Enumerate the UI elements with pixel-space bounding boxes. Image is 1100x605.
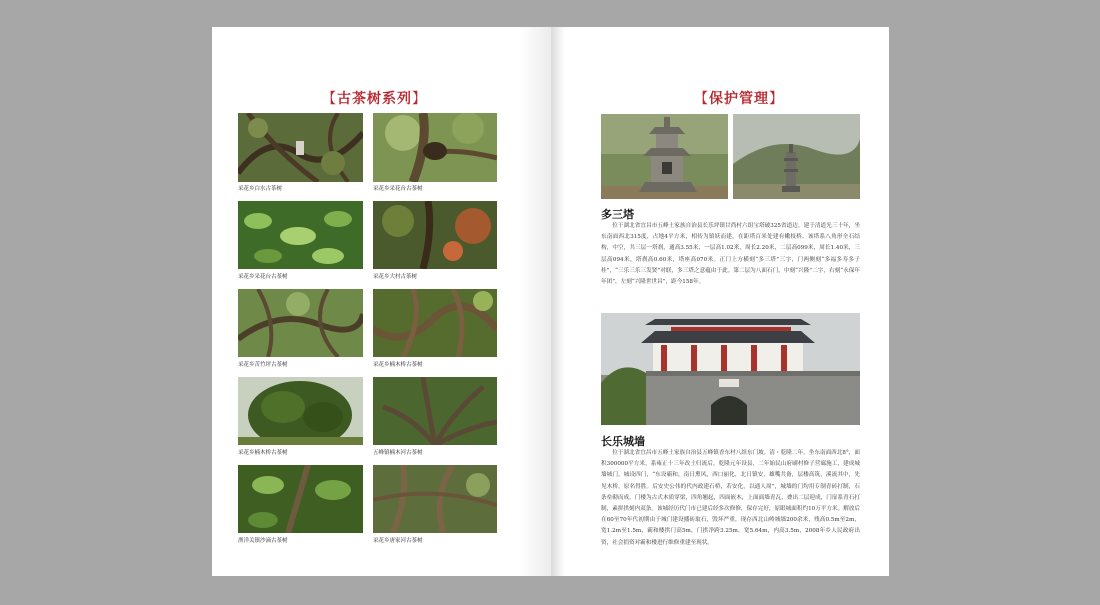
section-body: 位于湖北省宜昌市五峰土家族自治县五峰镇香东村八组东门坡。清・乾隆二年，坐东南面西北8°，面积300000平方米。系雍正十三年改土归流后，乾隆元年设县，二年始民山府刷村修子营廊施工，建成城墙城门，城设四门，“东设霸和，南日熏风，西口丽化，北日镇安，雄嘴共备，层楼高筑，溪流其中，先见木桥，原名得胜。后安史公伟的代内政建石桥，若安化，以通人周”，城墙的门均用专制青砖打制，石条垒砌而成，门楼为古式木质穿梁，四角翘起，四面嵌木，上面面墙青瓦，叠出二层迎成，门扉系青石打制，素拼拱刻内双条。该城经历代门市已建后经多次修修，保存完好，原眼城面积约10万平方米。解放后在60至70年代初期由于城门建设播砖取石，毁坏严重，现存西北山岭城墙200余米，残高0.5m至2m，宽1.2m至1.5m，霸和楼拱门高5m，门拱净跨3.25m，宽5.64m，内高3.5m，2008年乡人民政府出资，社会捐资对霸和楼进行维修重建至现状。 bbox=[601, 450, 860, 546]
city-wall-photo bbox=[601, 313, 860, 425]
photo-caption: 采花乡采花台古茶树 bbox=[238, 274, 288, 280]
photo-caption: 采花乡大村古茶树 bbox=[373, 274, 418, 280]
left-page-heading bbox=[322, 88, 427, 108]
tea-tree-photo bbox=[373, 201, 497, 269]
tea-tree-photo bbox=[373, 377, 497, 445]
photo-caption: 采花乡楠木桥古茶树 bbox=[373, 362, 423, 368]
tea-tree-photo bbox=[238, 201, 363, 269]
tea-tree-photo bbox=[373, 113, 497, 182]
right-page-heading bbox=[694, 88, 784, 108]
photo-caption: 渔洋关镇沙滴古茶树 bbox=[238, 538, 288, 544]
photo-caption: 采花乡白水古茶树 bbox=[238, 186, 283, 192]
pagoda-closeup-photo bbox=[601, 114, 728, 199]
heading-text: 保护管理 bbox=[709, 91, 769, 107]
photo-caption: 采花乡唐家河古茶树 bbox=[373, 538, 423, 544]
tea-tree-photo bbox=[238, 289, 363, 357]
section-title: 长乐城墙 bbox=[601, 435, 645, 448]
tea-tree-photo bbox=[238, 465, 363, 533]
tea-tree-photo bbox=[238, 377, 363, 445]
tea-tree-photo bbox=[373, 289, 497, 357]
section-title: 多三塔 bbox=[601, 208, 634, 221]
tea-tree-photo bbox=[373, 465, 497, 533]
bracket-open: 【 bbox=[694, 91, 709, 107]
photo-caption: 五峰镇楠木河古茶树 bbox=[373, 450, 423, 456]
photo-caption: 采花乡苦竹坪古茶树 bbox=[238, 362, 288, 368]
photo-caption: 采花乡楠木桥古茶树 bbox=[238, 450, 288, 456]
section-body: 位于湖北省宜昌市五峰土家族自治县长乐坪镇甘尚村六组宝塔破325省道边，建于清道光三十年，坐东南面西北315度，占地4平方米，相传为镇妖而建，在距塔百米处建有嫩枝桥。该塔系八角形全石结构，中空，共三层一塔刹，通高3.55米，一层高1.02米，周长2.20米，二层高099米，周长1.40米，三层高094米，塔刹高0.60米，塔座高070米。正门上方横刻“多三塔”三字，门两侧刻“多福多寿多子桂”，“三乐三乐三发贤”对联，多三塔之意蕴由于此。第二层为八面石门，中刻“兴隆”二字，右刻“永保年年团”，左刻“兴隆世世昌”，距今158年。 bbox=[601, 223, 860, 286]
bracket-close: 】 bbox=[412, 91, 427, 107]
spine-shadow-right bbox=[551, 27, 565, 576]
photo-caption: 采花乡采花台古茶树 bbox=[373, 186, 423, 192]
heading-text: 古茶树系列 bbox=[337, 91, 412, 107]
bracket-open: 【 bbox=[322, 91, 337, 107]
bracket-close: 】 bbox=[769, 91, 784, 107]
spine-shadow-left bbox=[520, 27, 551, 576]
tea-tree-photo bbox=[238, 113, 363, 182]
pagoda-distant-photo bbox=[733, 114, 860, 199]
